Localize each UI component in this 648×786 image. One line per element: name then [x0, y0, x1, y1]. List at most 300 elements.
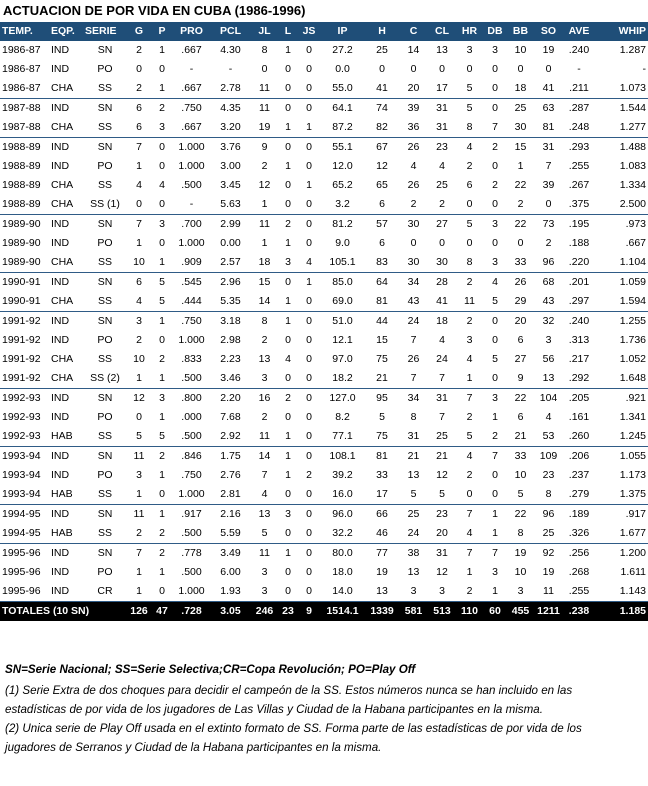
table-cell: 0	[159, 334, 165, 346]
table-row	[0, 118, 648, 138]
table-cell: PO	[97, 334, 113, 346]
table-cell: 2.98	[220, 334, 241, 346]
table-cell: 1988-89	[2, 179, 41, 191]
table-cell: 3	[136, 315, 142, 327]
table-cell: CHA	[51, 256, 74, 268]
table-cell: .500	[181, 430, 202, 442]
table-row	[0, 60, 648, 79]
column-header: CL	[435, 25, 449, 37]
table-cell: 2	[545, 237, 552, 249]
table-cell: 1995-96	[2, 566, 41, 578]
table-cell: 0	[261, 63, 268, 75]
table-cell: 7	[410, 372, 417, 384]
table-cell: 14	[258, 450, 271, 462]
table-cell: 0	[306, 372, 312, 384]
table-cell: 105.1	[329, 256, 356, 268]
table-row	[0, 215, 648, 235]
table-cell: .240	[568, 44, 590, 56]
table-cell: .909	[181, 256, 202, 268]
table-cell: 69.0	[332, 295, 353, 307]
table-cell: 43	[407, 295, 420, 307]
table-cell: 7	[439, 411, 445, 423]
table-cell: 7	[466, 392, 473, 404]
table-cell: 1991-92	[2, 334, 41, 346]
table-cell: 23	[436, 141, 448, 153]
table-cell: 1	[466, 372, 473, 384]
totals-cell: 455	[511, 605, 530, 617]
table-cell: 20	[436, 527, 448, 539]
table-cell: 3.76	[220, 141, 241, 153]
table-cell: 4	[492, 276, 498, 288]
table-cell: CHA	[51, 121, 74, 133]
totals-label: TOTALES (10 SN)	[2, 605, 90, 617]
table-cell: 7.68	[220, 411, 241, 423]
table-cell: 0	[306, 334, 312, 346]
table-cell: 0	[159, 141, 165, 153]
table-cell: 0	[285, 527, 291, 539]
table-cell: 2.76	[220, 469, 241, 481]
table-cell: 14	[258, 295, 271, 307]
table-cell: 0	[545, 198, 552, 210]
table-cell: 6	[136, 102, 142, 114]
table-cell: 0	[285, 276, 291, 288]
table-cell: CHA	[51, 179, 74, 191]
table-cell: 1	[159, 256, 165, 268]
table-cell: IND	[51, 44, 70, 56]
table-row	[0, 524, 648, 544]
table-cell: 3	[492, 392, 498, 404]
table-cell: 19	[376, 566, 388, 578]
table-row	[0, 157, 648, 176]
table-cell: 2	[466, 276, 473, 288]
table-cell: 38	[407, 547, 420, 559]
table-cell: 0	[285, 372, 291, 384]
table-cell: 1.75	[220, 450, 241, 462]
totals-cell: 60	[489, 605, 501, 617]
table-cell: 7	[492, 547, 498, 559]
table-cell: 1.000	[178, 585, 205, 597]
table-cell: 77	[376, 547, 388, 559]
table-cell: 5	[159, 276, 165, 288]
table-cell: 25	[436, 430, 448, 442]
table-cell: 0	[285, 585, 291, 597]
table-cell: 2	[466, 469, 473, 481]
table-cell: 26	[407, 353, 420, 365]
table-cell: 28	[436, 276, 448, 288]
totals-cell: 1.185	[619, 605, 646, 617]
table-cell: 19	[542, 44, 555, 56]
table-cell: 3.2	[335, 198, 350, 210]
table-cell: 1	[306, 179, 312, 191]
table-cell: 6	[379, 198, 385, 210]
column-header: BB	[512, 25, 529, 37]
table-cell: 27	[436, 218, 448, 230]
table-cell: 0	[306, 585, 312, 597]
table-cell: .500	[181, 566, 202, 578]
table-cell: 7	[545, 160, 552, 172]
table-cell: 1	[136, 160, 142, 172]
column-header: IP	[337, 25, 348, 37]
table-row	[0, 79, 648, 99]
table-cell: SS	[97, 488, 112, 500]
table-cell: 7	[492, 121, 498, 133]
table-cell: 108.1	[329, 450, 356, 462]
table-cell: 5	[466, 82, 473, 94]
column-header: DB	[487, 25, 503, 37]
table-cell: 31	[436, 392, 448, 404]
table-cell: .267	[568, 179, 590, 191]
table-cell: 10	[133, 353, 145, 365]
table-cell: 1	[492, 585, 498, 597]
table-cell: .667	[181, 82, 202, 94]
table-cell: SS	[97, 353, 112, 365]
table-row	[0, 176, 648, 195]
table-cell: 19	[514, 547, 527, 559]
table-cell: 0	[285, 198, 291, 210]
table-cell: 2.99	[220, 218, 241, 230]
table-cell: 1987-88	[2, 121, 41, 133]
table-cell: 65	[376, 179, 388, 191]
table-cell: 0	[306, 411, 312, 423]
table-cell: IND	[51, 63, 70, 75]
table-cell: 24	[407, 315, 420, 327]
table-cell: 30	[514, 121, 527, 133]
table-cell: .800	[181, 392, 202, 404]
table-row	[0, 312, 648, 332]
table-cell: 3	[466, 334, 473, 346]
table-cell: 2	[466, 160, 473, 172]
table-cell: 0	[466, 488, 473, 500]
totals-cell: 1211	[537, 605, 560, 617]
table-cell: .667	[181, 121, 202, 133]
table-cell: 1	[136, 372, 142, 384]
table-cell: SN	[97, 141, 113, 153]
table-cell: 1	[285, 295, 291, 307]
table-cell: 0	[285, 488, 291, 500]
totals-cell: 513	[433, 605, 451, 617]
table-cell: IND	[51, 547, 70, 559]
table-cell: -	[189, 63, 194, 75]
table-cell: 0.0	[335, 63, 350, 75]
table-row	[0, 331, 648, 350]
table-cell: 1987-88	[2, 102, 41, 114]
table-cell: 0	[492, 198, 498, 210]
table-cell: SN	[97, 276, 113, 288]
table-row	[0, 544, 648, 564]
table-cell: 2.92	[220, 430, 241, 442]
table-cell: 13	[407, 566, 420, 578]
table-cell: 4	[466, 527, 473, 539]
table-cell: 95	[376, 392, 388, 404]
table-cell: 7	[439, 372, 445, 384]
table-cell: .833	[181, 353, 202, 365]
table-cell: 4.35	[220, 102, 241, 114]
table-cell: CR	[97, 585, 113, 597]
table-cell: 66	[376, 508, 388, 520]
table-cell: 0	[306, 527, 312, 539]
table-cell: 31	[436, 121, 448, 133]
totals-cell: 9	[306, 605, 312, 617]
table-cell: 3.18	[220, 315, 241, 327]
table-cell: 2.57	[220, 256, 241, 268]
table-cell: 1.173	[619, 469, 646, 481]
table-cell: 13	[407, 469, 420, 481]
table-cell: 21	[376, 372, 388, 384]
table-cell: 3	[492, 44, 498, 56]
table-cell: 1	[285, 315, 291, 327]
table-cell: PO	[97, 63, 113, 75]
table-row	[0, 195, 648, 215]
table-cell: 8.2	[335, 411, 350, 423]
table-cell: 3	[261, 566, 268, 578]
footnote-2: (2) Unica serie de Play Off usada en el extinto formato de SS. Forma parte de las estadísticas de por vida de los jugadores de Serranos y Ciudad de la Habana participantes en la misma.	[5, 722, 582, 754]
table-cell: .700	[181, 218, 202, 230]
table-cell: 0	[517, 63, 524, 75]
table-cell: 11	[464, 295, 475, 307]
table-cell: 0	[466, 198, 473, 210]
table-cell: 2.23	[220, 353, 241, 365]
table-cell: 4	[159, 179, 165, 191]
table-cell: IND	[51, 566, 70, 578]
table-cell: .500	[181, 527, 202, 539]
table-cell: 2	[306, 469, 312, 481]
table-cell: SN	[97, 392, 113, 404]
table-cell: 1	[306, 276, 312, 288]
table-cell: 4	[136, 295, 142, 307]
table-cell: 2	[159, 353, 165, 365]
table-cell: 21	[436, 450, 448, 462]
table-cell: 2.96	[220, 276, 241, 288]
totals-cell: 1339	[370, 605, 394, 617]
table-cell: 0	[492, 372, 498, 384]
table-cell: 0	[306, 295, 312, 307]
table-cell: 5	[466, 430, 473, 442]
table-cell: 3	[545, 334, 552, 346]
table-cell: 2	[136, 334, 142, 346]
table-cell: 1.059	[619, 276, 646, 288]
table-cell: .297	[568, 295, 590, 307]
table-cell: 1	[285, 237, 291, 249]
table-cell: 3	[285, 256, 291, 268]
table-cell: 1	[136, 566, 142, 578]
table-row	[0, 563, 648, 582]
table-cell: .667	[181, 44, 202, 56]
table-cell: 2	[410, 198, 417, 210]
table-cell: 12	[133, 392, 145, 404]
table-cell: 18.2	[332, 372, 353, 384]
table-cell: 1.255	[619, 315, 646, 327]
table-cell: 6	[517, 334, 524, 346]
column-header: SO	[540, 25, 557, 37]
table-cell: 1.341	[619, 411, 646, 423]
table-cell: .973	[625, 218, 646, 230]
table-cell: 16	[258, 392, 271, 404]
table-cell: 1.736	[619, 334, 646, 346]
table-cell: 81	[376, 295, 388, 307]
table-cell: 0	[492, 63, 498, 75]
table-cell: 75	[376, 353, 388, 365]
column-header: AVE	[568, 25, 590, 37]
table-cell: 25	[376, 44, 388, 56]
table-cell: 0	[517, 237, 524, 249]
table-cell: SS	[97, 179, 112, 191]
table-cell: 33	[376, 469, 388, 481]
table-cell: IND	[51, 141, 70, 153]
table-cell: .293	[568, 141, 590, 153]
table-cell: 30	[436, 256, 448, 268]
table-cell: 11	[133, 508, 145, 520]
table-cell: 3	[159, 218, 165, 230]
table-cell: .846	[181, 450, 202, 462]
table-cell: 81	[542, 121, 555, 133]
table-cell: 12	[258, 179, 271, 191]
table-cell: 74	[376, 102, 388, 114]
table-cell: .375	[568, 198, 590, 210]
abbreviation-legend: SN=Serie Nacional; SS=Serie Selectiva;CR=Copa Revolución; PO=Play Off	[5, 663, 416, 676]
table-cell: 8	[261, 315, 268, 327]
table-cell: 85.0	[332, 276, 353, 288]
table-cell: .326	[568, 527, 590, 539]
table-cell: 1.648	[619, 372, 646, 384]
table-cell: 5	[379, 411, 385, 423]
table-row	[0, 350, 648, 369]
table-cell: 27	[514, 353, 527, 365]
table-row	[0, 253, 648, 273]
column-header: PRO	[180, 25, 203, 37]
table-cell: 15	[258, 276, 271, 288]
table-cell: 4	[306, 256, 312, 268]
table-cell: 10	[133, 256, 145, 268]
table-cell: 18	[258, 256, 271, 268]
table-row	[0, 466, 648, 485]
column-header: H	[378, 25, 386, 37]
table-cell: 2	[159, 547, 165, 559]
column-header: PCL	[220, 25, 241, 37]
table-cell: 77.1	[332, 430, 353, 442]
table-cell: 5	[159, 295, 165, 307]
table-cell: 1.000	[178, 160, 205, 172]
table-cell: .667	[625, 237, 646, 249]
table-cell: 0	[285, 102, 291, 114]
table-cell: 0	[492, 488, 498, 500]
table-cell: 64	[376, 276, 388, 288]
table-cell: 2	[285, 218, 291, 230]
table-cell: 0	[379, 63, 385, 75]
table-cell: .260	[568, 430, 590, 442]
table-cell: 26	[514, 276, 527, 288]
table-cell: 0	[306, 392, 312, 404]
table-cell: 1986-87	[2, 82, 41, 94]
table-cell: 10	[514, 566, 527, 578]
table-cell: .000	[181, 411, 202, 423]
table-cell: 75	[376, 430, 388, 442]
table-cell: 1992-93	[2, 411, 41, 423]
table-cell: 1.93	[220, 585, 241, 597]
table-cell: 29	[514, 295, 527, 307]
table-cell: .211	[569, 82, 589, 94]
table-cell: 22	[514, 218, 527, 230]
table-cell: 1.055	[619, 450, 646, 462]
table-cell: 25	[514, 102, 527, 114]
table-cell: 8	[545, 488, 552, 500]
footnotes	[5, 660, 597, 757]
column-header: HR	[461, 25, 478, 37]
table-cell: CHA	[51, 295, 74, 307]
table-cell: CHA	[51, 353, 74, 365]
table-cell: 18	[514, 82, 527, 94]
totals-cell: 47	[156, 605, 168, 617]
table-cell: HAB	[51, 527, 73, 539]
table-cell: .201	[568, 276, 590, 288]
table-cell: 1	[136, 237, 142, 249]
table-cell: 9	[261, 141, 268, 153]
table-cell: 65.2	[332, 179, 353, 191]
table-row	[0, 234, 648, 253]
table-cell: SN	[97, 315, 113, 327]
column-header: SERIE	[85, 25, 117, 37]
table-cell: IND	[51, 392, 70, 404]
table-cell: 0	[410, 63, 417, 75]
table-cell: 73	[542, 218, 555, 230]
table-cell: 6	[379, 237, 385, 249]
table-cell: 1	[159, 411, 165, 423]
table-cell: PO	[97, 160, 113, 172]
table-cell: SS	[97, 295, 112, 307]
table-cell: 87.2	[332, 121, 353, 133]
table-cell: 1989-90	[2, 218, 41, 230]
table-cell: 1	[136, 585, 142, 597]
table-cell: 0	[439, 237, 445, 249]
table-cell: -	[642, 63, 646, 75]
stats-table	[0, 22, 648, 621]
table-cell: 0	[306, 82, 312, 94]
table-cell: 3	[285, 508, 291, 520]
table-cell: 1994-95	[2, 508, 41, 520]
table-cell: 83	[376, 256, 388, 268]
table-cell: -	[189, 198, 194, 210]
table-cell: 31	[436, 547, 448, 559]
table-cell: 97.0	[332, 353, 353, 365]
table-cell: 2	[136, 527, 142, 539]
table-cell: 0	[466, 63, 473, 75]
table-cell: 6	[517, 411, 524, 423]
table-cell: 51.0	[332, 315, 353, 327]
table-cell: 0	[285, 411, 291, 423]
table-cell: SN	[97, 102, 113, 114]
table-cell: 17	[376, 488, 388, 500]
table-cell: 5	[466, 218, 473, 230]
table-cell: 25	[436, 179, 448, 191]
table-cell: IND	[51, 102, 70, 114]
table-cell: 1989-90	[2, 237, 41, 249]
table-cell: 1.334	[619, 179, 646, 191]
table-cell: 3.49	[220, 547, 241, 559]
table-cell: 16.0	[332, 488, 353, 500]
table-cell: 22	[514, 392, 527, 404]
table-cell: 2	[466, 315, 473, 327]
table-cell: .248	[568, 121, 590, 133]
table-cell: 11	[259, 82, 270, 94]
column-header: G	[134, 25, 144, 37]
table-cell: 81	[376, 450, 388, 462]
table-cell: 2	[492, 430, 498, 442]
table-cell: .313	[568, 334, 590, 346]
table-cell: 1	[285, 430, 291, 442]
table-cell: SN	[97, 508, 113, 520]
table-cell: 1991-92	[2, 315, 41, 327]
table-cell: 27.2	[332, 44, 353, 56]
table-cell: 25	[407, 508, 420, 520]
